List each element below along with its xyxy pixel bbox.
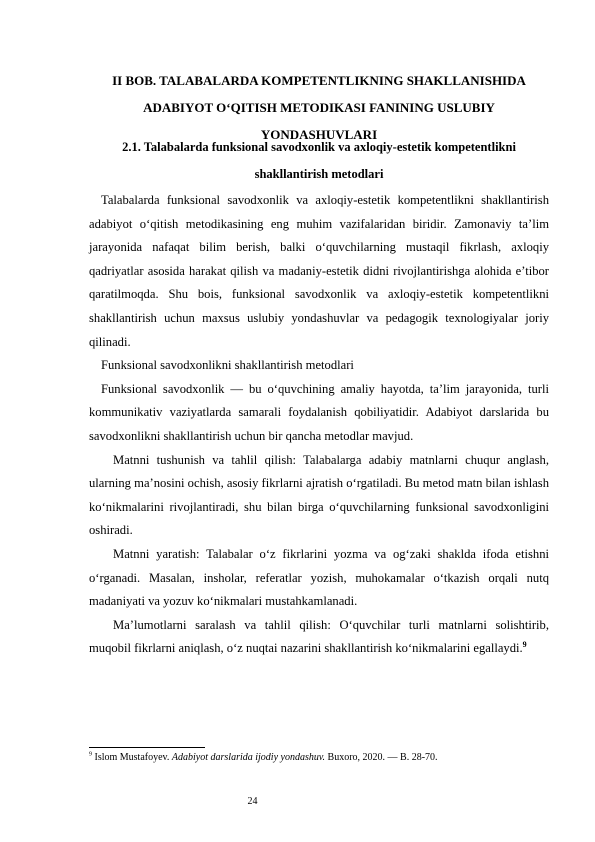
paragraph-method-2: Matnni yaratish: Talabalar o‘z fikrlarini yozma va og‘zaki shaklda ifoda etishni o‘rganadi. Masalan, insholar, referatlar yozish, muhokamalar o‘tkazish orqali nutq madaniyati va yozuv ko‘nikmalari mustahkamlanadi. — [89, 546, 549, 609]
paragraph-definition: Funksional savodxonlik — bu o‘quvchining amaliy hayotda, ta’lim jarayonida, turli kommunikativ vaziyatlarda samarali foydalanish qobiliyatidir. Adabiyot darslarida bu savodxonlikni shakllantirish uchun bir qancha metodlar mavjud. — [89, 381, 549, 443]
chapter-title: II BOB. TALABALARDA KOMPETENTLIKNING SHAKLLANISHIDA ADABIYOT O‘QITISH METODIKASI FANINING USLUBIY YONDASHUVLARI — [112, 73, 526, 142]
footnote-title: Adabiyot darslarida ijodiy yondashuv. — [171, 752, 326, 763]
paragraph-method-1: Matnni tushunish va tahlil qilish: Talabalarga adabiy matnlarni chuqur anglash, ularning ma’nosini ochish, asosiy fikrlarni ajratish o‘rgatiladi. Bu metod matn bilan ishlash ko‘nikmalarini rivojlantiradi, shu bilan birga o‘quvchilarning funksional savodxonligini oshiradi. — [89, 452, 549, 538]
paragraph-method-3-text: Ma’lumotlarni saralash va tahlil qilish: O‘quvchilar turli matnlarni solishtirib, muqobil fikrlarni aniqlash, o‘z nuqtai nazarini shakllantirish ko‘nikmalarini egallaydi. — [89, 617, 549, 656]
page-number: 24 — [247, 796, 258, 807]
footnote-number: 9 — [89, 751, 92, 758]
body-text — [89, 189, 549, 661]
footnote-details: Buxoro, 2020. — B. 28-70. — [327, 752, 438, 763]
footnote-separator — [89, 747, 205, 748]
footnote-reference[interactable]: 9 — [522, 640, 527, 650]
footnote — [89, 751, 549, 765]
footnote-author: Islom Mustafoyev. — [94, 752, 170, 763]
paragraph-intro: Talabalarda funksional savodxonlik va axloqiy-estetik kompetentlikni shakllantirish adabiyot o‘qitish metodikasining eng muhim vazifalaridan biridir. Zamonaviy ta’lim jarayonida nafaqat bilim berish, balki o‘quvchilarning mustaqil fikrlash, axloqiy qadriyatlar asosida harakat qilish va madaniy-estetik didni rivojlantirishga alohida e’tibor qaratilmoqda. Shu bois, funksional savodxonlik va axloqiy-estetik kompetentlikni shakllantirish uchun maxsus uslubiy yondashuvlar va pedagogik texnologiyalar joriy qilinadi. — [89, 193, 549, 349]
paragraph-subheading: Funksional savodxonlikni shakllantirish metodlari — [101, 358, 354, 373]
paragraph-method-3 — [89, 614, 549, 661]
section-title: 2.1. Talabalarda funksional savodxonlik va axloqiy-estetik kompetentlikni shakllantirish metodlari — [122, 140, 516, 181]
